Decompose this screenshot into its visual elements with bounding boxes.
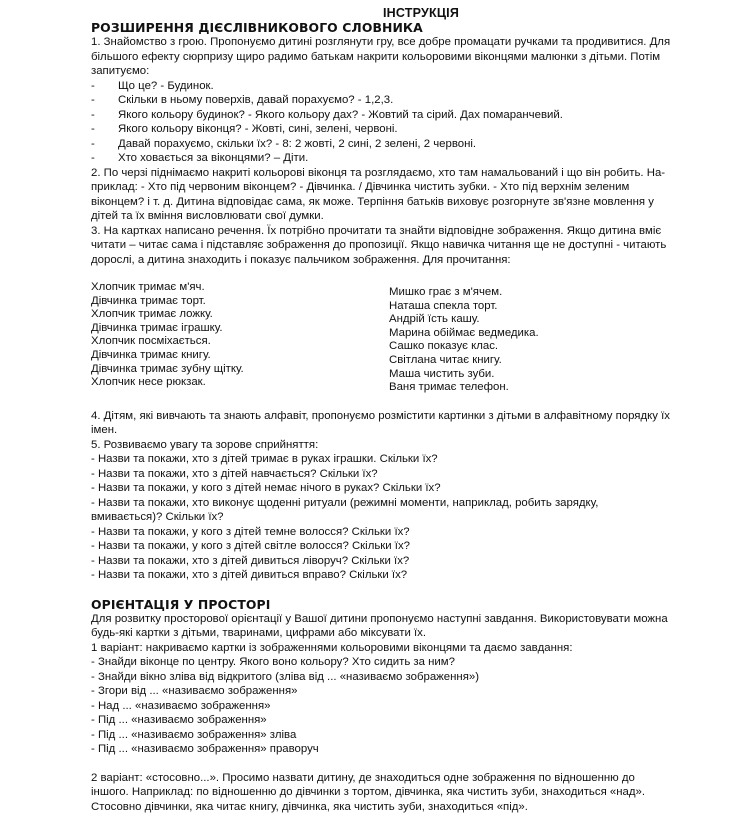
variant-2: 2 варіант: «стосовно...». Просимо назвати дитину, де знаходиться одне зображення по відношенню до іншого. Наприклад: по відношенню до дівчинки з тортом, дівчинка, яка чистить зуби, знаходиться «над». Стосовно дівчинки, яка читає книгу, дівчинка, яка чистить зуби, знаходиться «під». — [91, 771, 646, 813]
sentence: Маша чистить зуби. — [389, 367, 495, 380]
list-item: - Згори від ... «називаємо зображення» — [91, 685, 298, 698]
list-item: - Давай порахуємо, скільки їх? - 8: 2 жовті, 2 сині, 2 зелені, 2 червоні. — [91, 137, 477, 150]
list-item: - Назви та покажи, у кого з дітей темне волосся? Скільки їх? — [91, 525, 410, 538]
section-heading-verb-vocabulary: РОЗШИРЕННЯ ДІЄСЛІВНИКОВОГО СЛОВНИКА — [91, 20, 423, 35]
paragraph-1: 1. Знайомство з грою. Пропонуємо дитині розглянути гру, все добре промацати ручками та продивитися. Для більшого ефекту сюрпризу щиро радимо батькам накрити кольоровими віконцями малюнки з дітьми. Потім запитуємо: — [91, 36, 671, 77]
list-item: - Під ... «називаємо зображення» праворуч — [91, 743, 319, 756]
list-item: - Знайди вікно зліва від відкритого (зліва від ... «називаємо зображення») — [91, 670, 479, 683]
sentence-columns — [91, 275, 671, 395]
sentence: Хлопчик тримає ложку. — [91, 308, 213, 321]
sentence: Світлана читає книгу. — [389, 353, 502, 366]
sentence: Дівчинка тримає іграшку. — [91, 321, 223, 334]
sentence: Хлопчик тримає м'яч. — [91, 281, 205, 293]
sentence: Дівчинка тримає книгу. — [91, 348, 211, 361]
list-item: - Під ... «називаємо зображення» зліва — [91, 728, 297, 741]
bullet-dash: - — [91, 79, 95, 92]
bullet-dash: - — [91, 137, 95, 150]
sentences-right — [389, 286, 539, 395]
bullet-dash: - — [91, 108, 95, 121]
sentence: Хлопчик несе рюкзак. — [91, 376, 206, 389]
sentences-left — [91, 281, 389, 395]
sentence: Марина обіймає ведмедика. — [389, 326, 539, 339]
bullet-dash: - — [91, 123, 95, 135]
sentence: Сашко показує клас. — [389, 340, 499, 353]
spacer — [91, 583, 671, 597]
paragraph-5: 5. Розвиваємо увагу та зорове сприйняття: — [91, 438, 319, 451]
attention-tasks-list — [91, 452, 671, 583]
list-item: - Скільки в ньому поверхів, давай порахуємо? - 1,2,3. — [91, 94, 394, 106]
list-item: - Назви та покажи, хто з дітей навчається? Скільки їх? — [91, 467, 378, 480]
spacer — [91, 757, 671, 771]
list-item: - Що це? - Будинок. — [91, 79, 214, 92]
variant-1-tasks — [91, 655, 671, 757]
list-item: - Назви та покажи, у кого з дітей немає нічого в руках? Скільки їх? — [91, 482, 441, 495]
paragraph-4: 4. Дітям, які вивчають та знають алфавіт, пропонуємо розмістити картинки з дітьми в алфавітному порядку їх імен. — [91, 409, 670, 437]
paragraph-3: 3. На картках написано речення. Їх потрібно прочитати та знайти відповідне зображення. Якщо дитина вміє читати – читає сама і підставляє зображення до пропозиції. Якщо навичка читання ще не доступні - читають дорослі, а дитина знаходить і показує пальчиком зображення. Для прочитання: — [91, 224, 667, 266]
list-item: - Назви та покажи, хто з дітей дивиться ліворуч? Скільки їх? — [91, 554, 410, 567]
sentence: Дівчинка тримає зубну щітку. — [91, 362, 244, 375]
sentence: Ваня тримає телефон. — [389, 381, 509, 394]
paragraph-2: 2. По черзі піднімаємо накриті кольорові віконця та розглядаємо, хто там намальований і що він робить. На-приклад: - Хто під червоним віконцем? - Дівчинка. / Дівчинка чистить зубки. - Хто під верхнім зеленим віконцем? і т. д. Дитина відповідає сама, як може. Терпіння батьків виховує розгорнуте зв'язне мовлення у дітей та їх вміння висловлювати свої думки. — [91, 166, 666, 222]
list-item: - Над ... «називаємо зображення» — [91, 699, 271, 712]
sentence: Наташа спекла торт. — [389, 299, 498, 312]
list-item: - Якого кольору віконця? - Жовті, сині, зелені, червоні. — [91, 123, 398, 135]
section-heading-orientation: ОРІЄНТАЦІЯ У ПРОСТОРІ — [91, 596, 271, 612]
list-item: - Хто ховається за віконцями? – Діти. — [91, 152, 309, 164]
variant-1: 1 варіант: накриваємо картки із зображеннями кольоровими віконцями та даємо завдання: — [91, 641, 573, 654]
list-item: - Назви та покажи, хто з дітей дивиться вправо? Скільки їх? — [91, 569, 408, 582]
bullet-dash: - — [91, 152, 95, 164]
sentence: Хлопчик посміхається. — [91, 335, 211, 348]
sentence: Андрій їсть кашу. — [389, 313, 480, 326]
orientation-intro: Для розвитку просторової орієнтації у Вашої дитини пропонуємо наступні завдання. Використовувати можна будь-які картки з дітьми, тваринами, цифрами або міксувати їх. — [91, 612, 668, 640]
list-item: - Знайди віконце по центру. Якого воно кольору? Хто сидить за ним? — [91, 656, 455, 669]
list-item: - Якого кольору будинок? - Якого кольору дах? - Жовтий та сірий. Дах помаранчевий. — [91, 108, 563, 121]
document-title: ІНСТРУКЦІЯ — [382, 6, 460, 20]
list-item: - Під ... «називаємо зображення» — [91, 714, 267, 727]
questions-list — [91, 79, 671, 166]
sentence: Дівчинка тримає торт. — [91, 294, 206, 307]
instruction-page — [91, 6, 671, 814]
bullet-dash: - — [91, 94, 95, 106]
sentence: Мишко грає з м'ячем. — [389, 286, 503, 298]
list-item: - Назви та покажи, хто з дітей тримає в руках іграшки. Скільки їх? — [91, 453, 438, 466]
spacer — [91, 395, 671, 409]
list-item: - Назви та покажи, у кого з дітей світле волосся? Скільки їх? — [91, 540, 410, 553]
list-item: - Назви та покажи, хто виконує щоденні ритуали (режимні моменти, наприклад, робить зарядку, вмивається)? Скільки їх? — [91, 496, 599, 524]
